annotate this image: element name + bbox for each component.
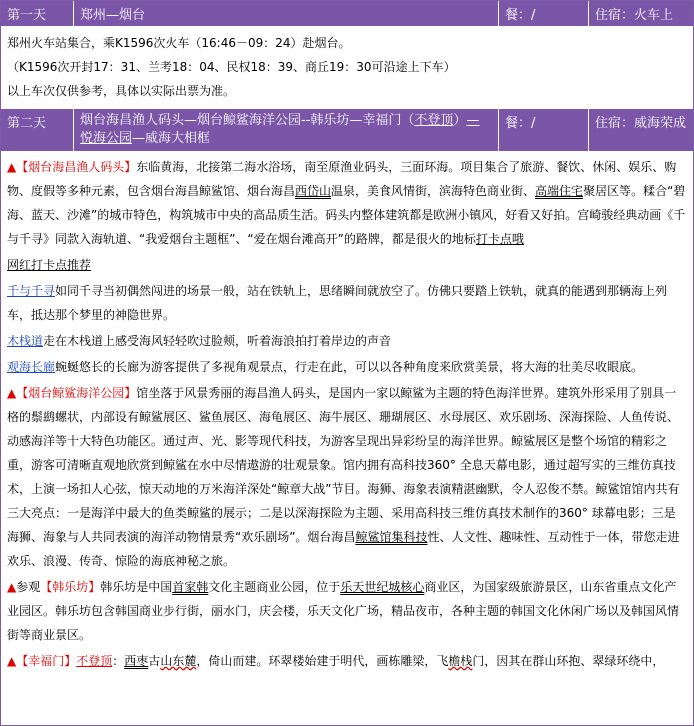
paragraph-ocean-park: ▲【烟台鲸鲨海洋公园】馆坐落于风景秀丽的海昌渔人码头，是国内一家以鲸鲨为主题的特色海洋世界。建筑外形采用了别具一格的鬃鹚螺状，内部设有鲸鲨展区、鲨鱼展区、海龟展区、海牛展区、珊瑚展区、水母展区、欢乐剧场、深海探险、人鱼传说、动感海洋等十大特色功能区。通过声、光、影等现代科技，为游客呈现出异彩纷呈的海洋世界。鲸鲨展区是整个场馆的精彩之重，游客可清晰直观地欣赏到鲸鲨在水中尽情遨游的壮观景象。馆内拥有高科技360° 全息天幕电影，通过超写实的三维仿真技术，上演一场扣人心弦，惊天动地的万米海洋深处“鲸章大战”节目。海狮、海象表演精湛幽默，令人忍俊不禁。鲸鲨馆馆内共有三大亮点：一是海洋中最大的鱼类鲸鲨的展示；二是以深海探险为主题、采用高科技三维仿真技术制作的360° 球幕电影；三是海狮、海象与人共同表演的海洋动物情景秀“欢乐剧场”。烟台海昌鲸鲨馆集科技性、人文性、趣味性、互动性于一体，带您走进欢乐、浪漫、传奇、惊险的海底神秘之旅。	[7, 386, 680, 568]
spot-title: 木栈道	[7, 334, 44, 348]
paragraph-fisherman-wharf: ▲【烟台海昌渔人码头】东临黄海，北接第二海水浴场，南至原渔业码头，三面环海。项目集合了旅游、餐饮、休闲、娱乐、购物、度假等多种元素，包含烟台海昌鲸鲨馆、烟台海昌西岱山温泉，美食风情街，滨海特色商业街、高端住宅聚居区等。糅合“碧海、蓝天、沙滩”的城市特色，构筑城市中央的高品质生活。码头内整体建筑都是欧洲小镇风，好看又好拍。宫崎骏经典动画《千与千寻》同款入海轨道、“我爱烟台主题框”、“爱在烟台滩高开”的路牌，都是很火的地标打卡点哦	[7, 160, 686, 246]
day2-header	[1, 109, 693, 151]
day2-meal: 餐：/	[499, 109, 589, 151]
day1-body	[1, 26, 693, 109]
triangle-icon: ▲	[7, 580, 17, 594]
day1-label: 第一天	[1, 1, 74, 26]
paragraph-muzhandao: 木栈道走在木栈道上感受海风轻轻吹过脸颊，听着海浪拍打着岸边的声音	[7, 334, 392, 348]
section-title: 【烟台鲸鲨海洋公园】	[16, 386, 137, 400]
day2-hotel: 住宿：威海荣成	[595, 116, 687, 131]
paragraph-guanhai: 观海长廊蜿蜒悠长的长廊为游客提供了多视角观景点，行走在此，可以以各种角度来欣赏美景，将大海的壮美尽收眼底。	[7, 360, 644, 374]
paragraph-qianyuqianxun: 千与千寻如同千寻当初偶然闯进的场景一般，站在铁轨上，思绪瞬间就放空了。仿佛只要踏上铁轨，就真的能遇到那辆海上列车，抵达那个梦里的神隐世界。	[7, 284, 668, 322]
day1-meal: 餐：/	[499, 1, 589, 26]
triangle-icon: ▲	[7, 654, 17, 668]
day1-route: 郑州—烟台	[74, 1, 499, 26]
day2-body	[1, 151, 693, 673]
day1-line: （K1596次开封17：31、兰考18：04、民权18：39、商丘19：30可沿途上下车）	[7, 60, 456, 74]
section-title: 【烟台海昌渔人码头】	[16, 160, 137, 174]
wanghong-heading: 网红打卡点推荐	[7, 258, 92, 272]
section-title: 【幸福门】	[16, 654, 77, 668]
spot-title: 千与千寻	[7, 284, 56, 298]
paragraph-hanlefang: ▲参观【韩乐坊】韩乐坊是中国首家韩文化主题商业公园，位于乐天世纪城核心商业区，为国家级旅游景区，山东省重点文化产业园区。韩乐坊包含韩国商业步行街，丽水门，庆会楼，乐天文化广场，精品夜市，各种主题的韩国文化休闲广场以及韩国风情街等商业景区。	[7, 580, 680, 642]
triangle-icon: ▲	[7, 160, 17, 174]
day1-header	[1, 1, 693, 26]
triangle-icon: ▲	[7, 386, 17, 400]
day1-line: 郑州火车站集合，乘K1596次火车（16:46－09：24）赴烟台。	[7, 36, 351, 50]
day2-route: 烟台海昌渔人码头—烟台鲸鲨海洋公园--韩乐坊—幸福门（不登顶）—悦海公园—威海大相框	[74, 109, 499, 151]
spot-title: 观海长廊	[7, 360, 56, 374]
day2-label: 第二天	[1, 109, 74, 151]
section-title: 【韩乐坊】	[40, 580, 101, 594]
paragraph-xingfumen: ▲【幸福门】不登顶：西枣古山东麓，倚山而建。环翠楼始建于明代，画栋雕梁，飞檐栈门，因其在群山环抱、翠绿环绕中，	[7, 654, 665, 668]
day1-line: 以上车次仅供参考，具体以实际出票为准。	[7, 84, 236, 98]
day1-hotel: 住宿：火车上	[595, 8, 674, 23]
not-climb-label: 不登顶	[76, 654, 113, 668]
